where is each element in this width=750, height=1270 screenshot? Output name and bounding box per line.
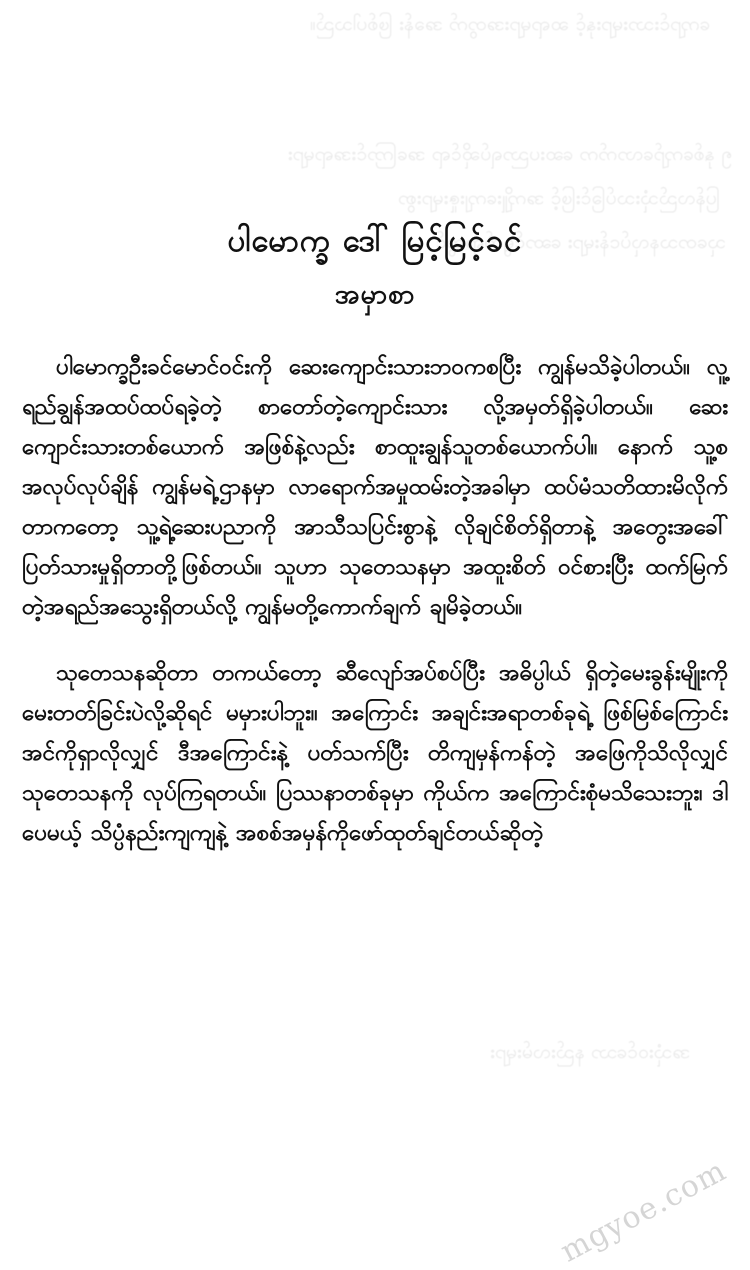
paragraph: ပါမောက္ခဦးခင်မောင်ဝင်းကို ဆေးကျောင်းသားဘဝကစပြီး ကျွန်မသိခဲ့ပါတယ်။ လူ့ရည်ချွန်အထပ်ထပ်ရခဲ့တဲ့ စာတော်တဲ့ကျောင်းသား လို့အမှတ်ရှိခဲ့ပါတယ်။ ဆေးကျောင်းသားတစ်ယောက် အဖြစ်နဲ့လည်း စာထူးချွန်သူတစ်ယောက်ပါ။ နောက် သူ့စအလုပ်လုပ်ချိန် ကျွန်မရဲ့ဌာနမှာ လာရောက်အမှုထမ်းတဲ့အခါမှာ ထပ်မံသတိထားမိလိုက်တာကတော့ သူ့ရဲ့ဆေးပညာကို အာသီသပြင်းစွာနဲ့ လိုချင်စိတ်ရှိတာနဲ့ အတွေးအခေါ် ပြတ်သားမှုရှိတာတို့ဖြစ်တယ်။ သူဟာ သုတေသနမှာ အထူးစိတ် ဝင်စားပြီး ထက်မြက်တဲ့အရည်အသွေးရှိတယ်လို့ ကျွန်မတို့ကောက်ချက် ချမိခဲ့တယ်။ [22,353,728,620]
page-subtitle: အမှာစာ [334,278,416,310]
bleed-line: ၅ နှစ်ကျော်လောက်က ဆေးပညာရပ်ဆိုင်ရာ အကြောင်းအရာများ [287,143,732,165]
bleed-line: အသုံးဝင်သော နည်းလမ်းများ [490,1041,690,1063]
bleed-line: ကျောင်းသားများနှင့် ဆရာများအတွက် အခန်း ဖြစ်ပါသည်။ [309,13,710,35]
bleed-line: ပြန်လည်သုံးသပ်ခြင်းဖြင့် အကျိုးကျေးဇူးများစွာ [397,187,720,209]
body-text [22,317,728,853]
paragraph: သုတေသနဆိုတာ တကယ်တော့ ဆီလျော်အပ်စပ်ပြီး အဓိပ္ပါယ် ရှိတဲ့မေးခွန်းမျိုးကို မေးတတ်ခြင်းပဲလို့ဆိုရင် မမှားပါဘူး။ အကြောင်း အချင်းအရာတစ်ခုရဲ့ ဖြစ်မြစ်ကြောင်းအင်ကိုရှာလိုလျှင် ဒီအကြောင်းနဲ့ ပတ်သက်ပြီး တိကျမှန်ကန်တဲ့ အဖြေကိုသိလိုလျှင် သုတေသနကို လုပ်ကြရတယ်။ ပြဿနာတစ်ခုမှာ ကိုယ်က အကြောင်းစုံမသိသေးဘူး၊ ဒါပေမယ့် သိပ္ပံနည်းကျကျနဲ့ အစစ်အမှန်ကိုဖော်ထုတ်ချင်တယ်ဆိုတဲ့ [22,659,728,846]
watermark: mgyoe.com [554,1153,732,1270]
page-title: ပါမောက္ခ ဒေါ် မြင့်မြင့်ခင် [227,223,523,259]
bleed-line: သုတေသနလုပ်ငန်းများ ဆောင်ရွက်ရာတွင် [435,231,726,253]
